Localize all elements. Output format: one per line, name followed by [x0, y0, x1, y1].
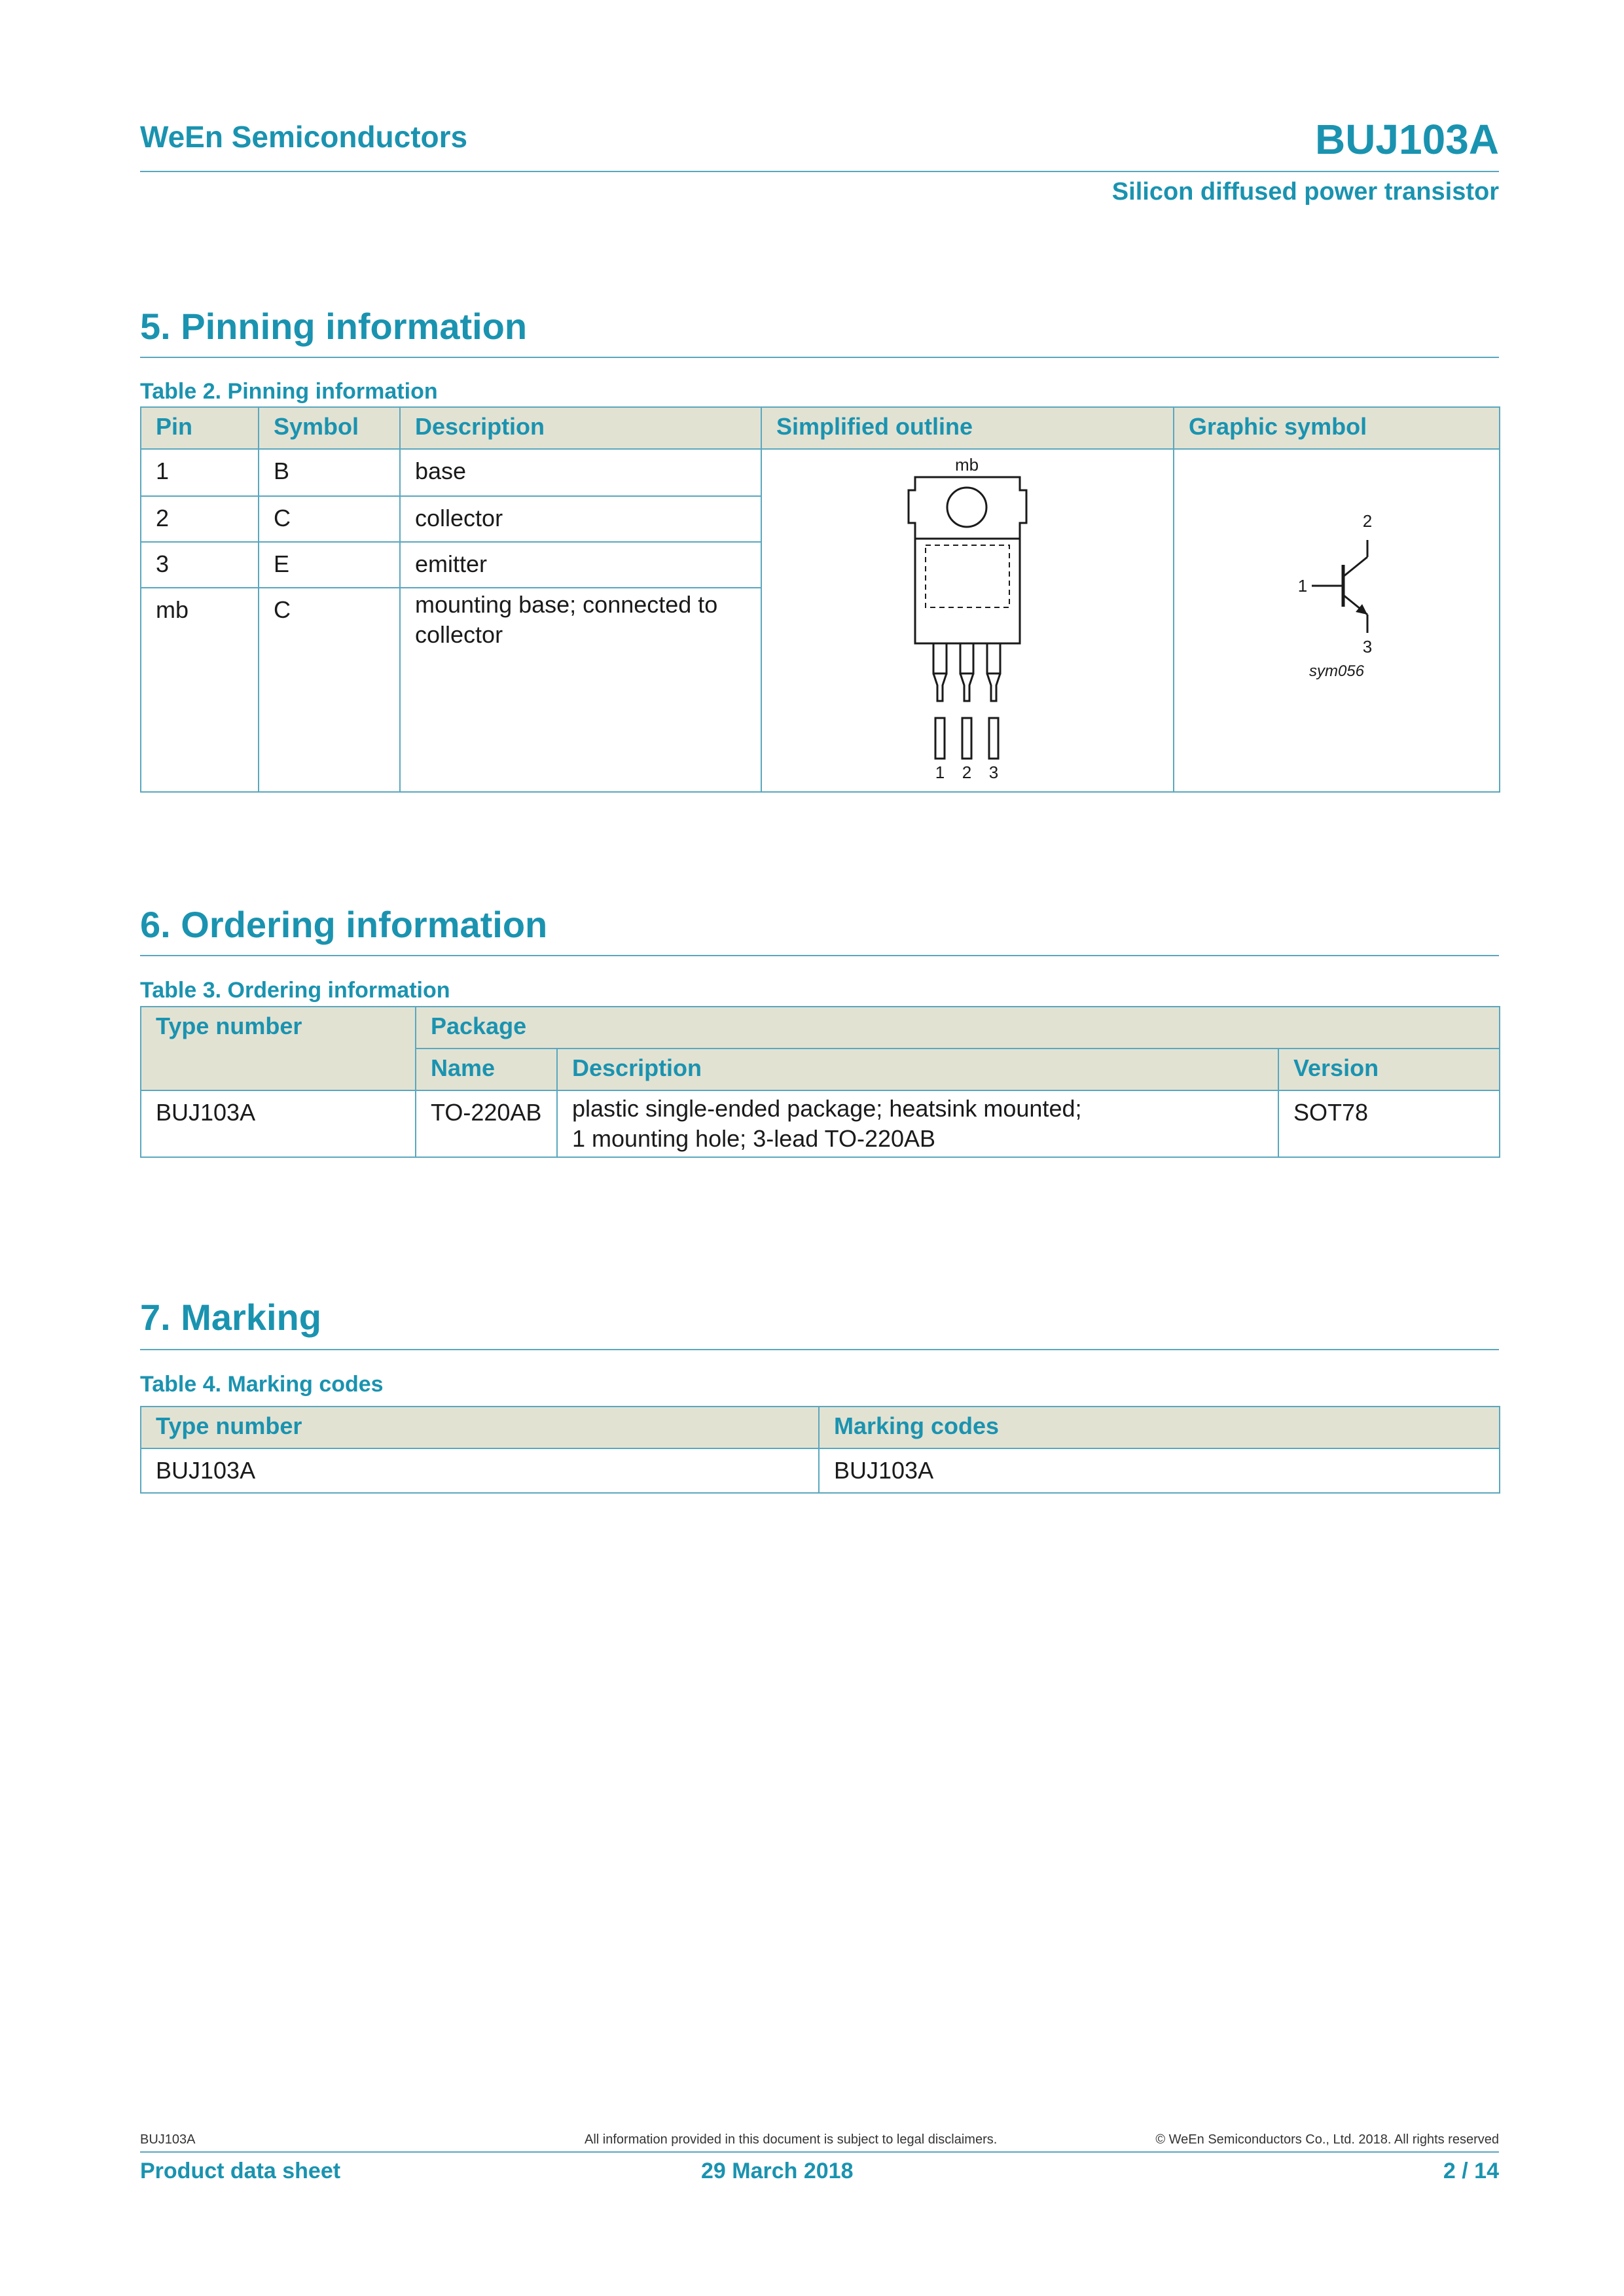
cell-description: base	[400, 449, 761, 496]
cell-symbol: C	[259, 496, 400, 542]
cell-pin: 3	[141, 542, 259, 588]
header-type-number: Type number	[141, 1407, 819, 1448]
lead-3	[989, 718, 998, 759]
lead-2-bend	[960, 673, 973, 701]
company-name: WeEn Semiconductors	[140, 120, 468, 154]
footer-date: 29 March 2018	[701, 2159, 854, 2183]
symbol-pin-3-label: 3	[1362, 637, 1373, 656]
outline-pin-1-label: 1	[935, 762, 945, 782]
cell-description: collector	[400, 496, 761, 542]
to220-outline-drawing	[762, 450, 1172, 790]
cell-marking-code: BUJ103A	[819, 1448, 1500, 1493]
cell-type-number: BUJ103A	[141, 1448, 819, 1493]
section-divider	[140, 357, 1499, 358]
table-caption-pinning: Table 2. Pinning information	[140, 379, 438, 404]
table-header-row	[141, 407, 1500, 449]
die-area	[926, 545, 1009, 607]
cell-package-description	[557, 1090, 1278, 1157]
footer-page-number: 2 / 14	[1443, 2159, 1499, 2183]
cell-description: emitter	[400, 542, 761, 588]
package-body	[915, 539, 1020, 643]
table-row	[141, 1448, 1500, 1493]
outline-mb-label: mb	[954, 455, 979, 475]
header-marking-codes: Marking codes	[819, 1407, 1500, 1448]
product-title: BUJ103A	[1314, 116, 1499, 163]
cell-pin: 1	[141, 449, 259, 496]
cell-description: mounting base; connected to collector	[400, 588, 761, 792]
cell-type-number: BUJ103A	[141, 1090, 416, 1157]
header-description: Description	[557, 1049, 1278, 1090]
footer-copyright: © WeEn Semiconductors Co., Ltd. 2018. All rights reserved	[1155, 2132, 1499, 2147]
cell-pin: 2	[141, 496, 259, 542]
graphic-symbol-cell	[1174, 449, 1500, 792]
lead-3-shoulder	[987, 643, 1000, 673]
outline-cell	[761, 449, 1174, 792]
cell-symbol: E	[259, 542, 400, 588]
header-divider	[140, 171, 1499, 172]
lead-2-shoulder	[960, 643, 973, 673]
table-header-row	[141, 1407, 1500, 1448]
section-title-ordering: 6. Ordering information	[140, 904, 548, 945]
header-graphic-symbol: Graphic symbol	[1174, 407, 1500, 449]
header-pin: Pin	[141, 407, 259, 449]
description-line-2: 1 mounting hole; 3-lead TO-220AB	[572, 1125, 936, 1152]
footer-divider	[140, 2151, 1499, 2153]
table-row	[141, 449, 1500, 496]
cell-symbol: B	[259, 449, 400, 496]
header-simplified-outline: Simplified outline	[761, 407, 1174, 449]
header-description: Description	[400, 407, 761, 449]
header-version: Version	[1278, 1049, 1500, 1090]
lead-1-shoulder	[933, 643, 947, 673]
header-name: Name	[416, 1049, 557, 1090]
outline-pin-2-label: 2	[962, 762, 972, 782]
product-subtitle: Silicon diffused power transistor	[1111, 178, 1499, 206]
section-title-marking: 7. Marking	[140, 1297, 321, 1338]
outline-pin-3-label: 3	[988, 762, 999, 782]
table-caption-ordering: Table 3. Ordering information	[140, 978, 450, 1003]
lead-3-bend	[987, 673, 1000, 701]
lead-2	[962, 718, 971, 759]
symbol-reference: sym056	[1308, 662, 1365, 680]
pinning-table	[140, 406, 1500, 793]
cell-pin: mb	[141, 588, 259, 792]
footer-doc-id: BUJ103A	[140, 2132, 196, 2147]
lead-1-bend	[933, 673, 947, 701]
table-row	[141, 1090, 1500, 1157]
mounting-hole	[947, 488, 986, 527]
symbol-pin-2-label: 2	[1362, 511, 1373, 531]
lead-1	[935, 718, 945, 759]
marking-table	[140, 1406, 1500, 1494]
footer-doc-type: Product data sheet	[140, 2159, 341, 2183]
section-divider	[140, 1349, 1499, 1350]
symbol-pin-1-label: 1	[1297, 576, 1308, 596]
description-line-1: plastic single-ended package; heatsink mounted;	[572, 1095, 1082, 1122]
cell-package-name: TO-220AB	[416, 1090, 557, 1157]
header-symbol: Symbol	[259, 407, 400, 449]
npn-transistor-symbol	[1174, 450, 1498, 790]
section-title-pinning: 5. Pinning information	[140, 306, 528, 347]
header-package: Package	[416, 1007, 1500, 1049]
table-header-row	[141, 1007, 1500, 1049]
cell-version: SOT78	[1278, 1090, 1500, 1157]
table-caption-marking: Table 4. Marking codes	[140, 1372, 384, 1397]
mounting-tab	[909, 477, 1026, 539]
cell-symbol: C	[259, 588, 400, 792]
ordering-table	[140, 1006, 1500, 1158]
section-divider	[140, 955, 1499, 956]
header-type-number: Type number	[141, 1007, 416, 1090]
footer-disclaimer: All information provided in this document is subject to legal disclaimers.	[585, 2132, 998, 2147]
